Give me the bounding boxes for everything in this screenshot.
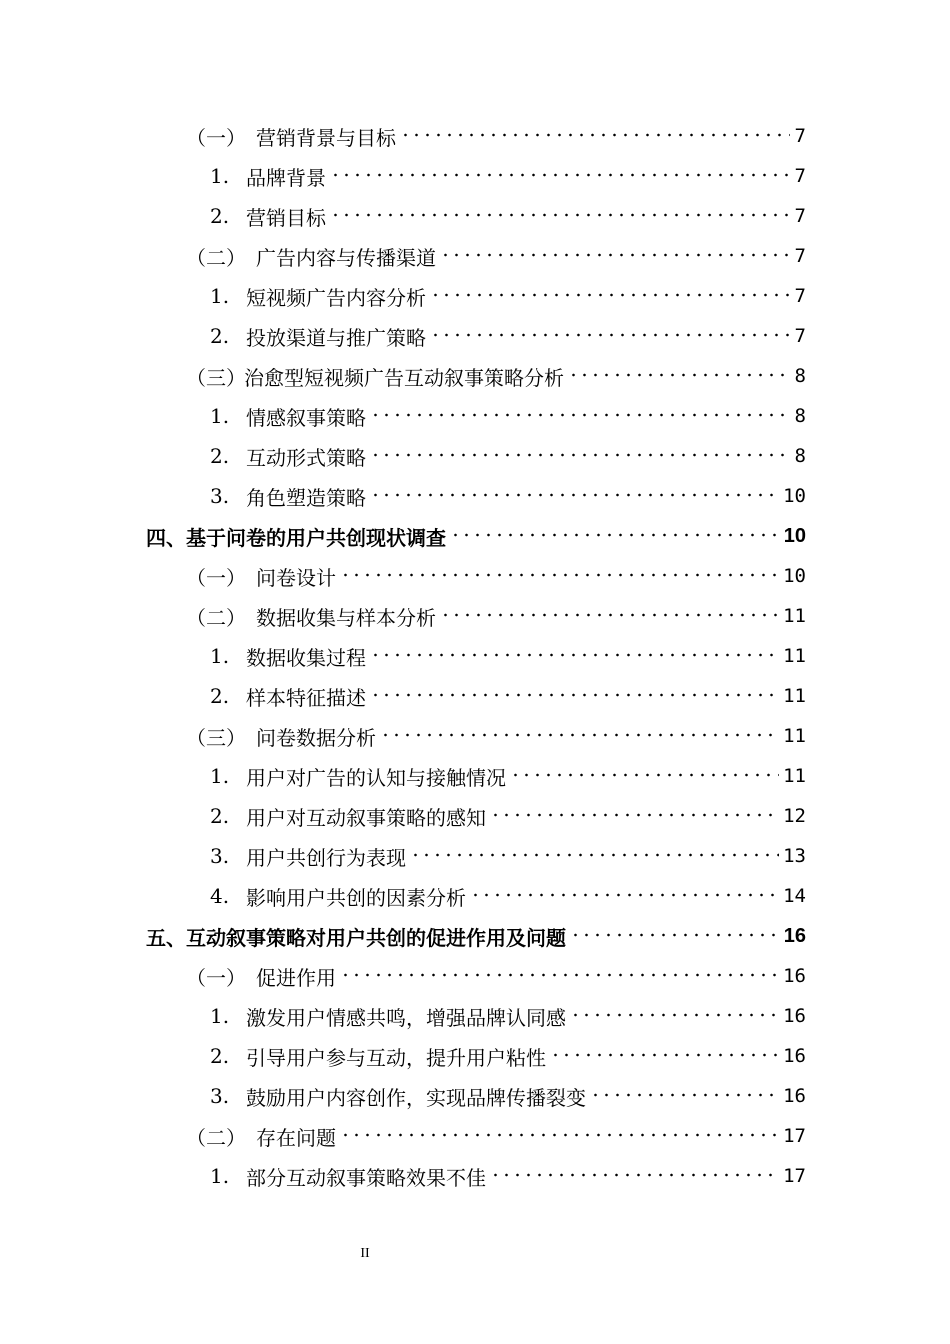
- toc-entry-page: 10: [783, 565, 806, 587]
- toc-entry-number: 4.: [210, 884, 230, 908]
- toc-entry[interactable]: [210, 156, 806, 196]
- toc-entry-title: 部分互动叙事策略效果不佳: [246, 1165, 486, 1190]
- toc-dot-leader: [370, 405, 790, 425]
- toc-entry-number: 1.: [210, 1004, 230, 1028]
- toc-dot-leader: [570, 1005, 779, 1025]
- toc-entry-title: 激发用户情感共鸣，增强品牌认同感: [246, 1005, 566, 1030]
- toc-entry-title: 营销背景与目标: [256, 125, 396, 150]
- toc-entry-title: 五、互动叙事策略对用户共创的促进作用及问题: [146, 925, 566, 950]
- toc-entry-title: 用户共创行为表现: [246, 845, 406, 870]
- toc-entry[interactable]: [186, 956, 806, 996]
- toc-entry-page: 11: [783, 685, 806, 707]
- toc-entry-number: 1.: [210, 284, 230, 308]
- toc-entry[interactable]: [186, 236, 806, 276]
- toc-entry-title: 影响用户共创的因素分析: [246, 885, 466, 910]
- toc-entry[interactable]: [210, 836, 806, 876]
- toc-entry-number: 2.: [210, 324, 230, 348]
- toc-entry-title: 品牌背景: [246, 165, 326, 190]
- toc-entry-page: 16: [783, 965, 806, 987]
- toc-dot-leader: [470, 885, 779, 905]
- toc-entry[interactable]: [210, 316, 806, 356]
- toc-entry-page: 7: [794, 285, 806, 307]
- toc-entry-title: 问卷数据分析: [256, 725, 376, 750]
- toc-dot-leader: [568, 365, 790, 385]
- toc-entry-page: 7: [794, 125, 806, 147]
- toc-entry[interactable]: [146, 916, 806, 956]
- toc-dot-leader: [340, 965, 779, 985]
- toc-entry-title: 四、基于问卷的用户共创现状调查: [146, 525, 446, 550]
- toc-entry[interactable]: [210, 276, 806, 316]
- toc-entry-page: 17: [783, 1165, 806, 1187]
- toc-entry-page: 16: [783, 924, 806, 947]
- toc-entry-number: （一）: [186, 565, 246, 590]
- toc-entry-page: 13: [783, 845, 806, 867]
- toc-entry-page: 16: [783, 1085, 806, 1107]
- toc-entry-number: （一）: [186, 965, 246, 990]
- toc-dot-leader: [430, 285, 790, 305]
- toc-entry-number: 2.: [210, 444, 230, 468]
- toc-dot-leader: [440, 605, 779, 625]
- toc-entry[interactable]: [210, 196, 806, 236]
- toc-entry-page: 12: [783, 805, 806, 827]
- toc-entry-page: 7: [794, 205, 806, 227]
- toc-entry-number: 3.: [210, 1084, 230, 1108]
- toc-entry-title: 投放渠道与推广策略: [246, 325, 426, 350]
- toc-dot-leader: [410, 845, 779, 865]
- toc-entry-page: 7: [794, 245, 806, 267]
- toc-entry-page: 11: [783, 645, 806, 667]
- toc-entry-title: 鼓励用户内容创作，实现品牌传播裂变: [246, 1085, 586, 1110]
- toc-entry-number: （三）: [186, 725, 246, 750]
- toc-dot-leader: [380, 725, 779, 745]
- toc-entry[interactable]: [186, 356, 806, 396]
- toc-entry-title: 营销目标: [246, 205, 326, 230]
- toc-entry[interactable]: [210, 636, 806, 676]
- toc-entry-page: 10: [783, 485, 806, 507]
- toc-entry-title: 广告内容与传播渠道: [256, 245, 436, 270]
- toc-dot-leader: [340, 1125, 779, 1145]
- toc-entry[interactable]: [186, 116, 806, 156]
- toc-entry-number: 1.: [210, 764, 230, 788]
- toc-entry-title: 用户对广告的认知与接触情况: [246, 765, 506, 790]
- toc-entry-page: 16: [783, 1045, 806, 1067]
- toc-entry[interactable]: [210, 1156, 806, 1196]
- toc-dot-leader: [510, 765, 779, 785]
- toc-dot-leader: [400, 125, 790, 145]
- toc-entry-page: 10: [783, 524, 806, 547]
- toc-dot-leader: [440, 245, 790, 265]
- toc-dot-leader: [370, 445, 790, 465]
- toc-dot-leader: [490, 805, 779, 825]
- page-number: II: [360, 1246, 370, 1261]
- toc-entry[interactable]: [210, 756, 806, 796]
- toc-entry[interactable]: [186, 596, 806, 636]
- toc-entry-page: 8: [794, 405, 806, 427]
- toc-entry-title: 情感叙事策略: [246, 405, 366, 430]
- toc-dot-leader: [450, 525, 780, 545]
- toc-entry[interactable]: [210, 436, 806, 476]
- toc-entry-number: 3.: [210, 844, 230, 868]
- toc-entry-number: 1.: [210, 1164, 230, 1188]
- toc-entry[interactable]: [186, 1116, 806, 1156]
- toc-entry-page: 7: [794, 325, 806, 347]
- toc-entry-number: 1.: [210, 644, 230, 668]
- toc-entry-title: 样本特征描述: [246, 685, 366, 710]
- toc-entry-title: 问卷设计: [256, 565, 336, 590]
- toc-entry[interactable]: [210, 876, 806, 916]
- toc-entry-title: 引导用户参与互动，提升用户粘性: [246, 1045, 546, 1070]
- toc-entry-title: 存在问题: [256, 1125, 336, 1150]
- toc-dot-leader: [550, 1045, 779, 1065]
- toc-entry-page: 8: [794, 365, 806, 387]
- toc-entry-page: 11: [783, 725, 806, 747]
- toc-entry-page: 17: [783, 1125, 806, 1147]
- toc-entry-page: 11: [783, 765, 806, 787]
- toc-entry-number: （三）: [186, 365, 246, 390]
- toc-dot-leader: [570, 925, 780, 945]
- toc-entry-number: （二）: [186, 1125, 246, 1150]
- toc-entry-page: 11: [783, 605, 806, 627]
- toc-dot-leader: [330, 205, 790, 225]
- toc-entry-title: 促进作用: [256, 965, 336, 990]
- toc-entry-number: 2.: [210, 684, 230, 708]
- toc-dot-leader: [490, 1165, 779, 1185]
- toc-entry[interactable]: [210, 1036, 806, 1076]
- toc-entry-title: 短视频广告内容分析: [246, 285, 426, 310]
- toc-entry[interactable]: [210, 396, 806, 436]
- toc-entry[interactable]: [146, 516, 806, 556]
- toc-dot-leader: [370, 485, 779, 505]
- toc-entry-number: 1.: [210, 404, 230, 428]
- toc-entry-page: 8: [794, 445, 806, 467]
- toc-entry-number: 2.: [210, 804, 230, 828]
- toc-entry[interactable]: [186, 716, 806, 756]
- toc-entry-title: 数据收集与样本分析: [256, 605, 436, 630]
- toc-entry-title: 角色塑造策略: [246, 485, 366, 510]
- toc-entry-number: 3.: [210, 484, 230, 508]
- toc-dot-leader: [330, 165, 790, 185]
- toc-dot-leader: [590, 1085, 779, 1105]
- toc-entry-title: 数据收集过程: [246, 645, 366, 670]
- toc-entry[interactable]: [210, 996, 806, 1036]
- toc-dot-leader: [430, 325, 790, 345]
- toc-entry[interactable]: [210, 1076, 806, 1116]
- toc-entry-page: 16: [783, 1005, 806, 1027]
- toc-entry-title: 治愈型短视频广告互动叙事策略分析: [244, 365, 564, 390]
- toc-dot-leader: [370, 645, 779, 665]
- toc-entry[interactable]: [210, 796, 806, 836]
- toc-entry-title: 互动形式策略: [246, 445, 366, 470]
- toc-entry-number: （二）: [186, 605, 246, 630]
- toc-entry[interactable]: [210, 676, 806, 716]
- toc-entry-title: 用户对互动叙事策略的感知: [246, 805, 486, 830]
- toc-entry-page: 7: [794, 165, 806, 187]
- toc-entry-number: （二）: [186, 245, 246, 270]
- toc-entry-number: （一）: [186, 125, 246, 150]
- toc-entry-number: 2.: [210, 1044, 230, 1068]
- toc-entry-page: 14: [783, 885, 806, 907]
- toc-entry[interactable]: [186, 556, 806, 596]
- toc-dot-leader: [340, 565, 779, 585]
- toc-entry[interactable]: [210, 476, 806, 516]
- toc-entry-number: 1.: [210, 164, 230, 188]
- toc-dot-leader: [370, 685, 779, 705]
- toc-entry-number: 2.: [210, 204, 230, 228]
